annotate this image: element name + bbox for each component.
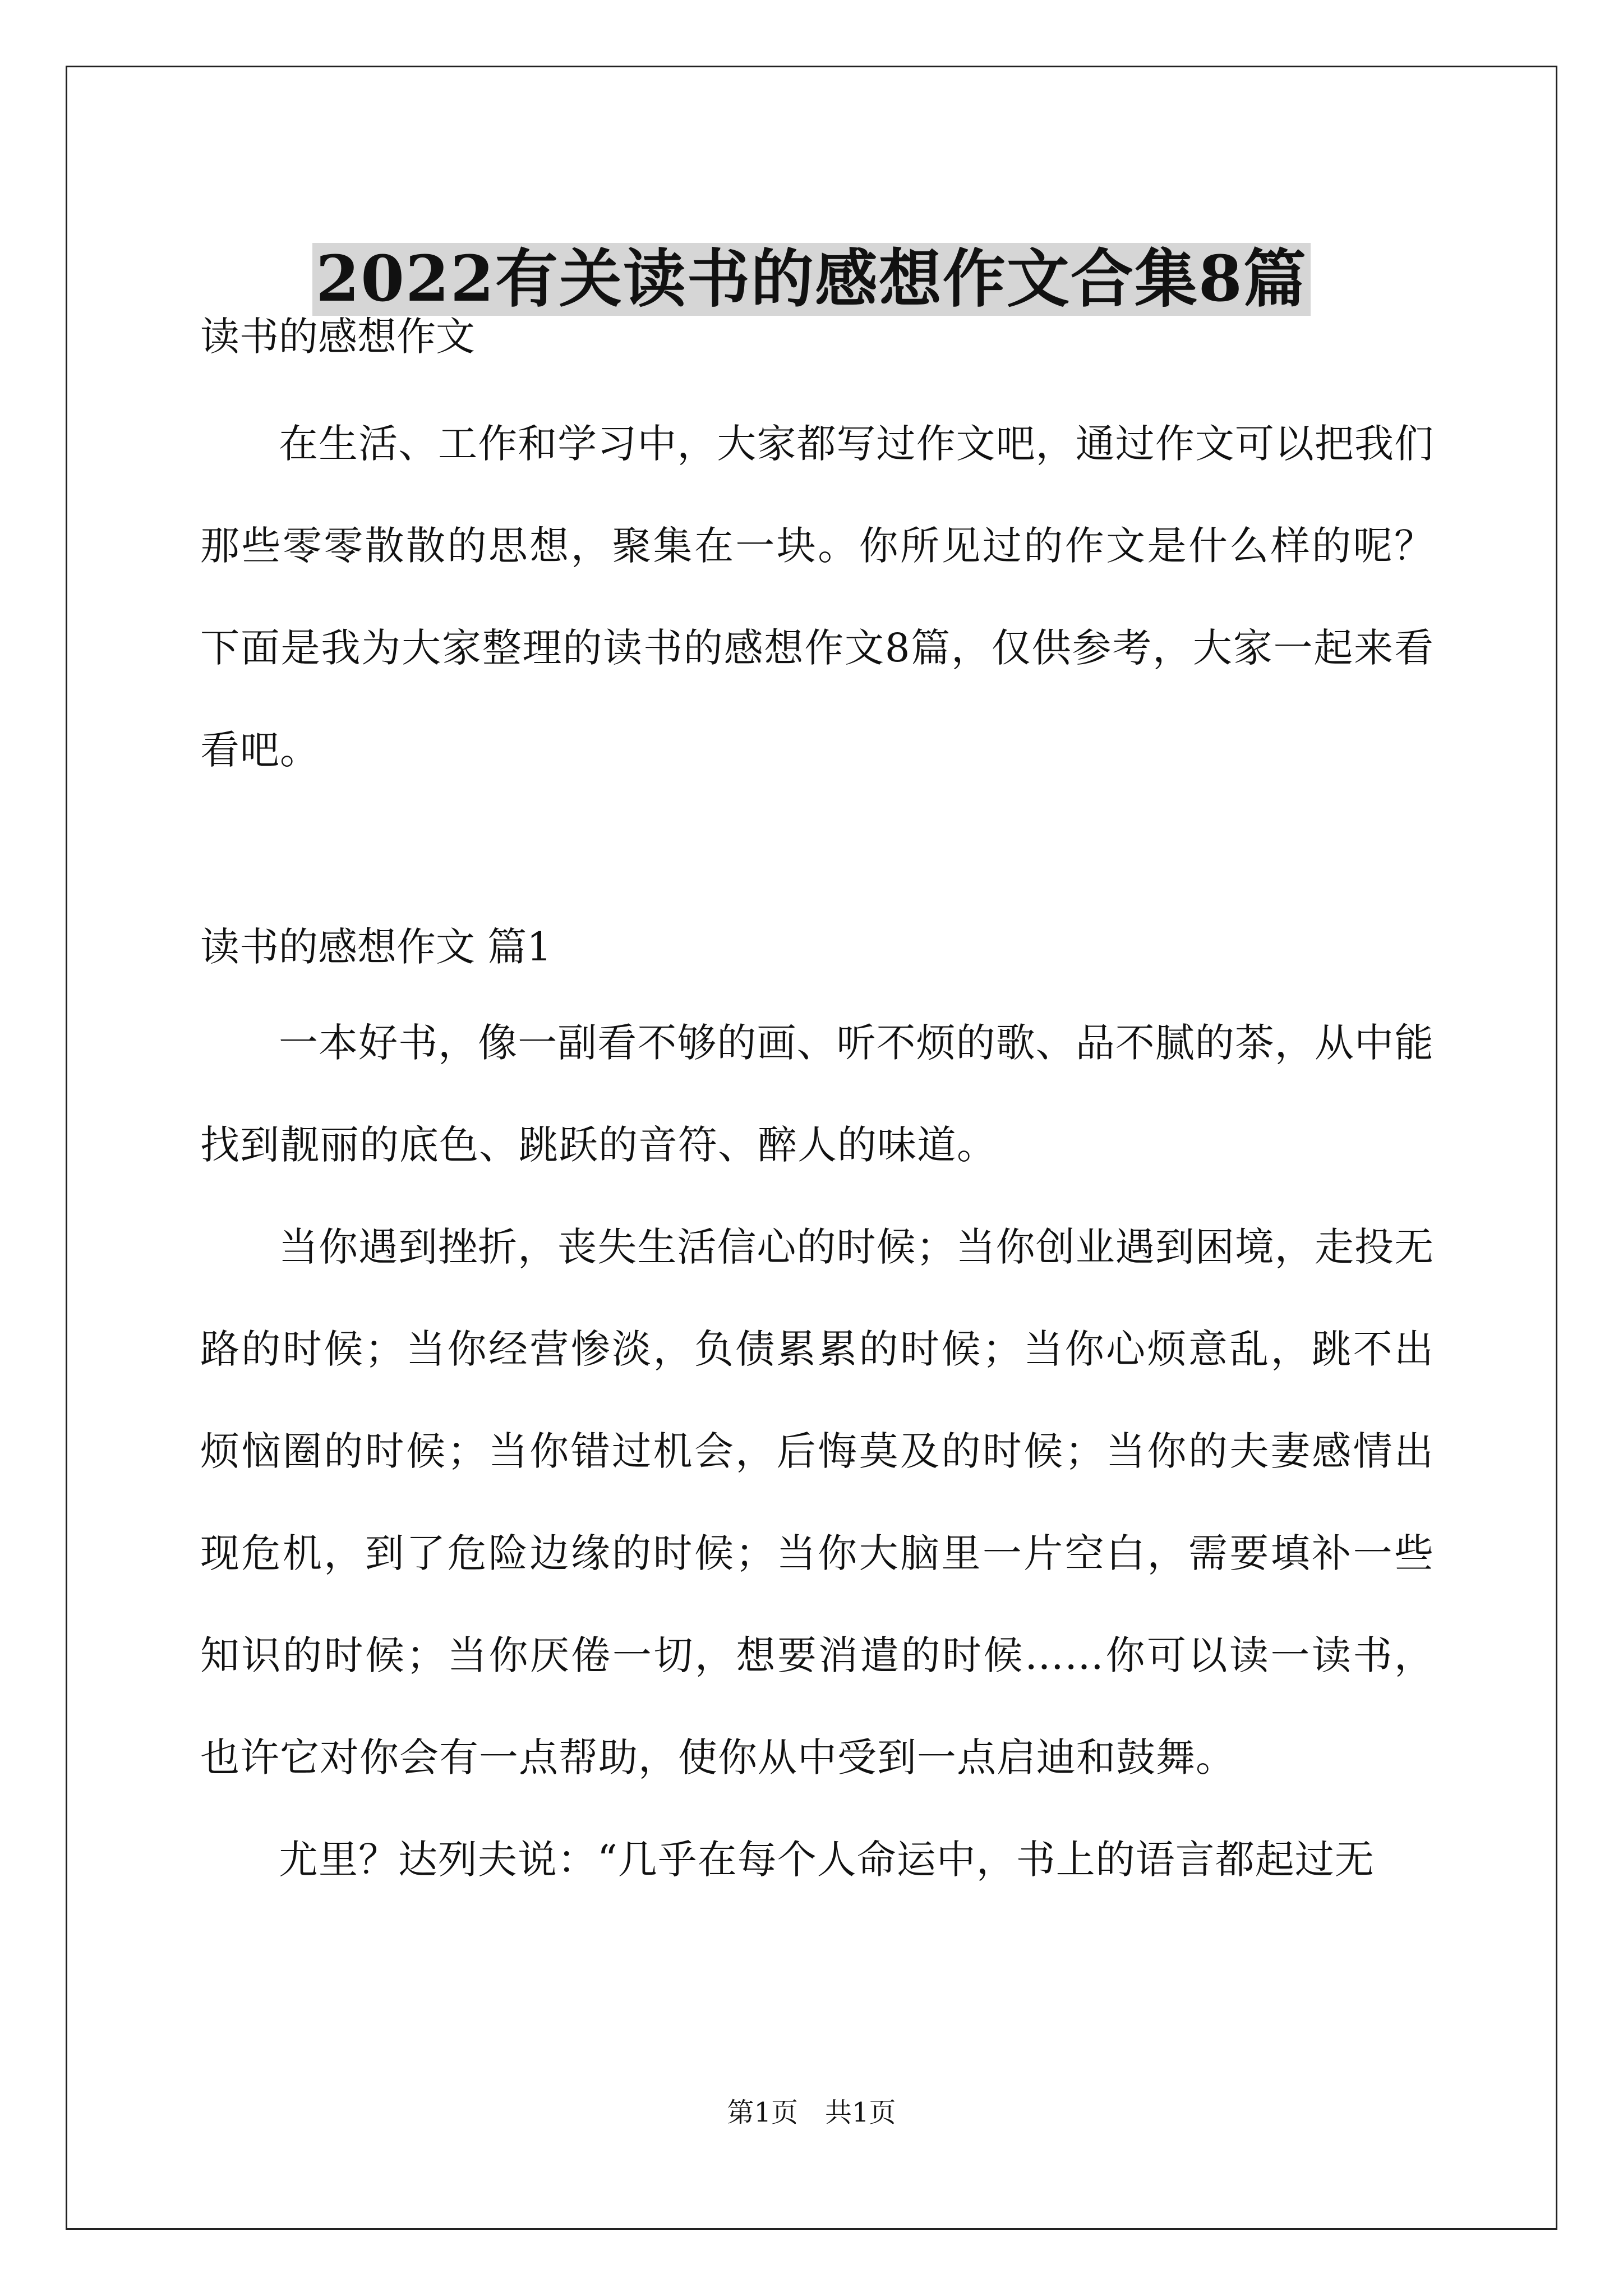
document-body <box>200 314 1434 1911</box>
section1-paragraph-3: 尤里？达列夫说：“几乎在每个人命运中，书上的语言都起过无 <box>279 1837 1375 1883</box>
document-title: 2022有关读书的感想作文合集8篇 <box>312 243 1311 316</box>
section1-heading: 读书的感想作文 篇1 <box>200 924 552 970</box>
section1-paragraph-2: 当你遇到挫折，丧失生活信心的时候；当你创业遇到困境，走投无路的时候；当你经营惨淡，负债累累的时候；当你心烦意乱，跳不出烦恼圈的时候；当你错过机会，后悔莫及的时候；当你的夫妻感情出现危机，到了危险边缘的时候；当你大脑里一片空白，需要填补一些知识的时候；当你厌倦一切，想要消遣的时候……你可以读一读书，也许它对你会有一点帮助，使你从中受到一点启迪和鼓舞。 <box>200 1224 1434 1780</box>
section1-paragraph-1: 一本好书，像一副看不够的画、听不烦的歌、品不腻的茶，从中能找到靓丽的底色、跳跃的音符、醉人的味道。 <box>200 1020 1434 1168</box>
intro-paragraph: 在生活、工作和学习中，大家都写过作文吧，通过作文可以把我们那些零零散散的思想，聚集在一块。你所见过的作文是什么样的呢？下面是我为大家整理的读书的感想作文8篇，仅供参考，大家一起来看看吧。 <box>200 421 1434 773</box>
page-footer: 第1页 共1页 <box>727 2097 896 2128</box>
intro-heading: 读书的感想作文 <box>200 314 475 360</box>
